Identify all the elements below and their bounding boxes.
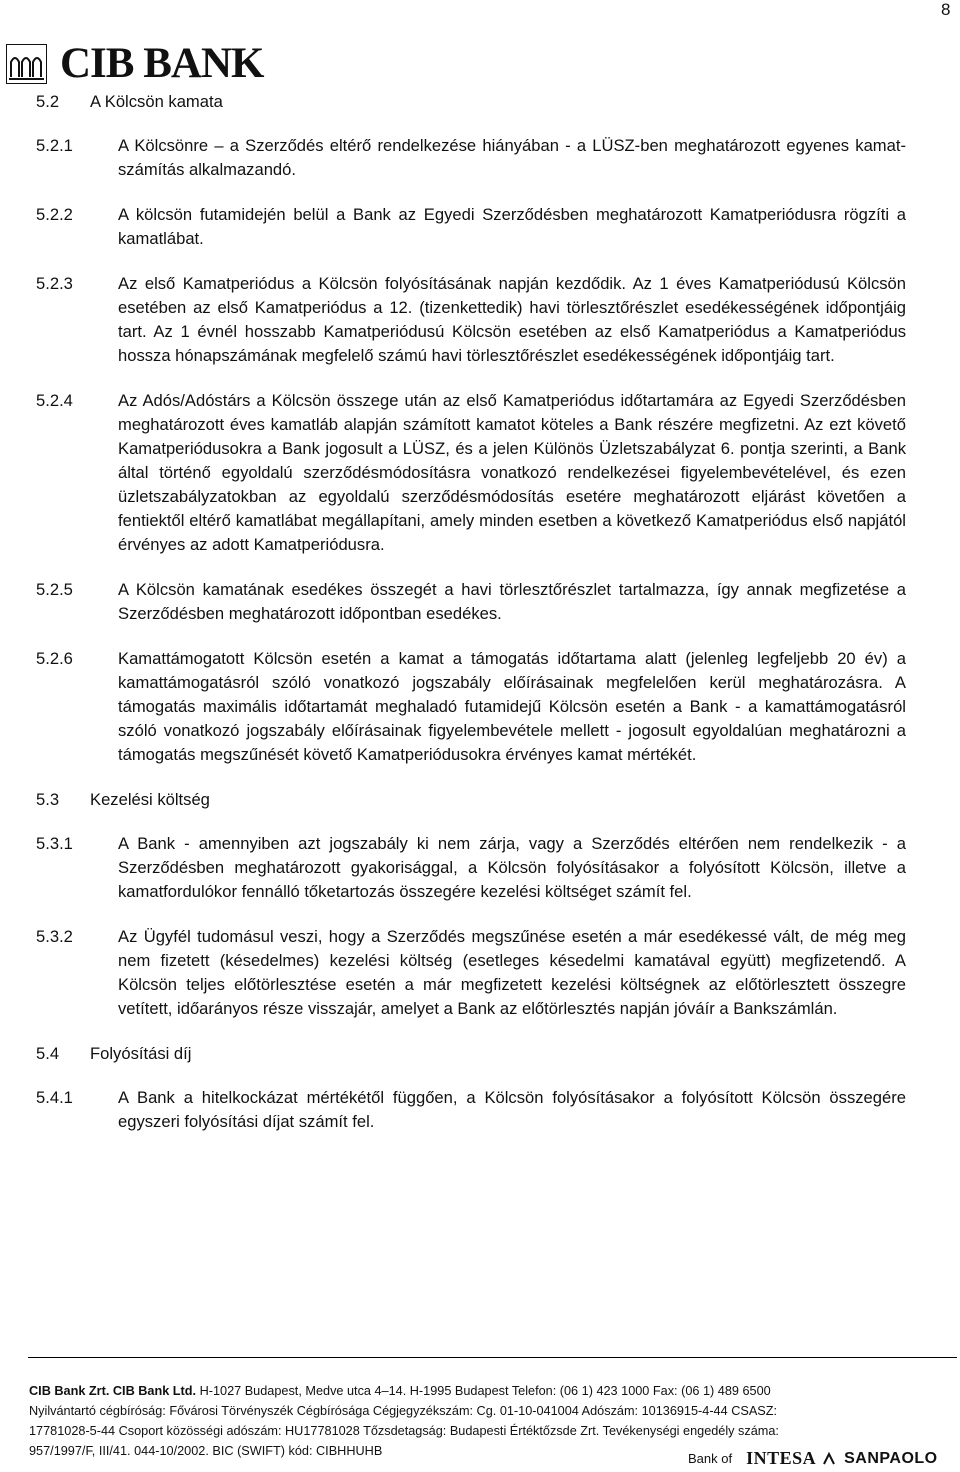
- clause: [36, 832, 906, 904]
- clause-text: [118, 578, 906, 626]
- footer-line-1: [29, 1381, 959, 1401]
- clause-number: 5.2.1: [36, 136, 73, 155]
- clause: [36, 578, 906, 626]
- clause: [36, 203, 906, 251]
- bank-columns-icon: [6, 44, 47, 84]
- brand-name: CIB BANK: [60, 40, 264, 87]
- footer-address: H-1027 Budapest, Medve utca 4–14. H-1995 Budapest Telefon: (06 1) 423 1000 Fax: (06 1) 489 6500: [196, 1384, 771, 1398]
- section-heading: [36, 788, 906, 812]
- clause-text: [118, 925, 906, 1021]
- sanpaolo-mark-icon: [822, 1452, 836, 1466]
- clause: [36, 1086, 906, 1134]
- clause-paragraph: Az Adós/Adóstárs a Kölcsön összege után az első Kamatperiódus időtartamára az Egyedi Szerződésben meghatározott éves kamatláb alapján számított kamatot köteles a Bank részére megfizetni. Az ezt követő Kamatperiódusokra a Bank jogosult a LÜSZ, és a jelen Különös Üzletszabályzat 6. pontja szerinti, a Bank által történő egyoldalú szerződésmódosításra vonatkozó rendelkezései figyelembevételével, és ezen üzletszabályzatokban az egyoldalú szerződésmódosítás esetére meghatározott eljárást követően a fentiektől eltérő kamatlábat megállapítani, amely minden esetben a következő Kamatperiódus első napjától érvényes az adott Kamatperiódusra.: [118, 391, 906, 554]
- clause: [36, 925, 906, 1021]
- partner-intesa: INTESA: [746, 1448, 817, 1468]
- section-number: 5.4: [36, 1044, 60, 1063]
- clause-text: [118, 203, 906, 251]
- footer-divider: [28, 1357, 957, 1358]
- section-title: A Kölcsön kamata: [90, 92, 223, 111]
- clause-text: [118, 134, 906, 182]
- section-heading: [36, 90, 906, 114]
- document-body: [36, 90, 906, 1155]
- section-number: 5.2: [36, 92, 60, 111]
- section-heading: [36, 1042, 906, 1066]
- clause-paragraph: A Kölcsön kamatának esedékes összegét a havi törlesztőrészlet tartalmazza, így annak megfizetése a Szerződésben meghatározott időpontban esedékes.: [118, 580, 906, 623]
- partner-prefix: Bank of: [688, 1451, 733, 1466]
- clause-paragraph: A kölcsön futamidején belül a Bank az Egyedi Szerződésben meghatározott Kamatperiódusra rögzíti a kamatlábat.: [118, 205, 906, 248]
- clause-paragraph: Kamattámogatott Kölcsön esetén a kamat a támogatás időtartama alatt (jelenleg legfeljebb 20 év) a kamattámogatásról szóló vonatkozó jogszabály előírásainak megfelelően kerül meghatározásra. A támogatás maximális időtartamát meghaladó futamidejű Kölcsön esetén a Bank - a kamattámogatásról szóló vonatkozó jogszabály előírásainak figyelembevétele mellett - jogosult egyoldalúan meghatározni a támogatás megszűnését követő Kamatperiódusokra érvényes kamat mértékét.: [118, 649, 906, 764]
- clause-number: 5.4.1: [36, 1088, 73, 1107]
- clause-text: [118, 1086, 906, 1134]
- footer-line-2: Nyilvántartó cégbíróság: Fővárosi Törvényszék Cégbírósága Cégjegyzékszám: Cg. 01-10-041004 Adószám: 10136915-4-44 CSASZ:: [29, 1404, 778, 1418]
- clause-number: 5.2.6: [36, 649, 73, 668]
- clause-number: 5.2.2: [36, 205, 73, 224]
- section-title: Kezelési költség: [90, 790, 210, 809]
- clause-text: [118, 832, 906, 904]
- footer-line-4: 957/1997/F, III/41. 044-10/2002. BIC (SWIFT) kód: CIBHHUHB: [29, 1444, 383, 1458]
- clause-paragraph: A Bank a hitelkockázat mértékétől függően, a Kölcsön folyósításakor a folyósított Kölcsön összegére egyszeri folyósítási díjat számít fel.: [118, 1088, 906, 1131]
- clause-number: 5.2.3: [36, 274, 73, 293]
- clause: [36, 134, 906, 182]
- footer-line-3: 17781028-5-44 Csoport közösségi adószám: HU17781028 Tőzsdetagság: Budapesti Értéktőzsde Zrt. Tevékenységi engedély száma:: [29, 1424, 779, 1438]
- clause: [36, 647, 906, 767]
- page-number: 8: [941, 0, 951, 19]
- clause-number: 5.3.2: [36, 927, 73, 946]
- clause-paragraph: A Bank - amennyiben azt jogszabály ki nem zárja, vagy a Szerződés eltérően nem rendelkezik - a Szerződésben meghatározott gyakorisággal, a Kölcsön folyósításakor a folyósított Kölcsön, illetve a kamatfordulókor fennálló tőketartozás összegére kezelési költséget számít fel.: [118, 834, 906, 901]
- clause-paragraph: A Kölcsönre – a Szerződés eltérő rendelkezése hiányában - a LÜSZ-ben meghatározott egyenes kamat-számítás alkalmazandó.: [118, 136, 906, 179]
- intesa-sanpaolo-logo: [688, 1448, 938, 1469]
- clause-paragraph: Az Ügyfél tudomásul veszi, hogy a Szerződés megszűnése esetén a már esedékessé vált, de még meg nem fizetett (késedelmes) kezelési költség (esetleges késedelmi kamatával együtt) megfizetendő. A Kölcsön teljes előtörlesztése esetén a már megfizetett kezelési költségnek az előtörlesztett összegre vetített, időarányos része visszajár, amelyet a Bank az előtörlesztés napján jóváír a Bankszámlán.: [118, 927, 906, 1018]
- clause: [36, 389, 906, 557]
- clause-number: 5.2.5: [36, 580, 73, 599]
- clause-text: [118, 647, 906, 767]
- section-title: Folyósítási díj: [90, 1044, 192, 1063]
- clause-number: 5.3.1: [36, 834, 73, 853]
- footer-company: CIB Bank Zrt. CIB Bank Ltd.: [29, 1384, 197, 1398]
- clause-paragraph: Az első Kamatperiódus a Kölcsön folyósításának napján kezdődik. Az 1 éves Kamatperiódusú Kölcsön esetében az első Kamatperiódus a 12. (tizenkettedik) havi törlesztőrészlet esedékességének időpontjáig tart. Az 1 évnél hosszabb Kamatperiódusú Kölcsön esetében az első Kamatperiódus a Kamatperiódus hossza hónapszámának megfelelő számú havi törlesztőrészlet esedékességének időpontjáig tart.: [118, 274, 906, 365]
- clause-number: 5.2.4: [36, 391, 73, 410]
- clause-text: [118, 272, 906, 368]
- clause-text: [118, 389, 906, 557]
- partner-sanpaolo: SANPAOLO: [844, 1449, 938, 1467]
- section-number: 5.3: [36, 790, 60, 809]
- clause: [36, 272, 906, 368]
- cib-bank-logo: [6, 40, 264, 87]
